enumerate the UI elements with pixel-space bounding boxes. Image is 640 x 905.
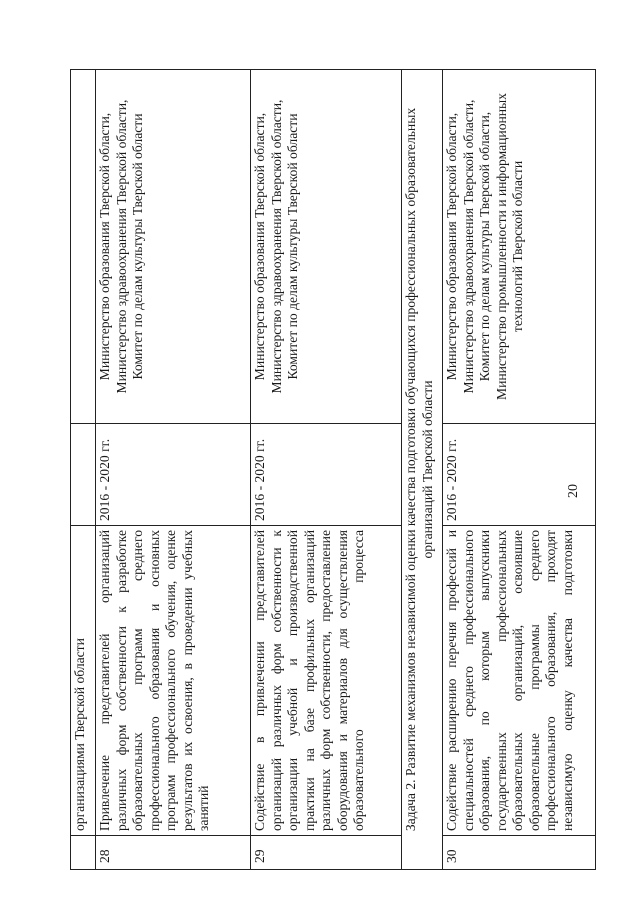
period-cell [71, 424, 96, 526]
period-text: 2016 - 2020 гг. [443, 424, 596, 526]
responsible-line: Комитет по делам культуры Тверской области [285, 113, 300, 380]
responsible-line: Министерство здравоохранения Тверской области, [268, 99, 284, 394]
responsible-line: Министерство образования Тверской области, [444, 112, 459, 381]
table-row [96, 70, 251, 870]
number-cell [71, 836, 96, 870]
responsible-cell [96, 70, 251, 424]
activity-text: Содействие расширению перечня профессий и специальностей среднего профессионального образования, по которым выпускники государственных профессиональных образовательных организаций, освоившие образовательные программы среднего профессионального образования, проходят независимую оценку качества подготовки [443, 526, 596, 836]
responsible-line: Комитет по делам культуры Тверской области [130, 113, 145, 380]
table-row [71, 70, 96, 870]
task-heading-row [402, 70, 443, 870]
period-text: 2016 - 2020 гг. [251, 424, 402, 526]
responsible-cell [251, 70, 402, 424]
row-number: 30 [443, 836, 596, 870]
measures-table [70, 69, 596, 870]
row-number: 28 [96, 836, 251, 870]
activity-cell: организациями Тверской области [71, 526, 96, 836]
task-heading: Задача 2. Развитие механизмов независимой оценки качества подготовки обучающихся профессиональных образовательных организаций Тверской области [402, 70, 443, 870]
document-page [70, 70, 590, 870]
responsible-line: Министерство промышленности и информационных технологий Тверской области [493, 93, 525, 400]
table-row [251, 70, 402, 870]
responsible-line: Министерство образования Тверской области, [97, 112, 112, 381]
activity-text: Содействие в привлечении представителей организаций различных форм собственности к организации учебной и производственной практики на базе профильных организаций различных форм собственности, предоставление оборудования и материалов для осуществления образовательного процесса [251, 526, 402, 836]
responsible-cell [71, 70, 96, 424]
responsible-line: Комитет по делам культуры Тверской области, [477, 111, 492, 382]
period-text: 2016 - 2020 гг. [96, 424, 251, 526]
activity-text: Привлечение представителей организаций различных форм собственности к разработке образовательных программ среднего профессионального образования и основных программ профессионального обучения, оценке результатов их освоения, в проведении учебных занятий [96, 526, 251, 836]
row-number: 29 [251, 836, 402, 870]
responsible-cell [443, 70, 596, 424]
responsible-line: Министерство здравоохранения Тверской области, [113, 99, 129, 394]
responsible-line: Министерство здравоохранения Тверской области, [460, 99, 476, 394]
responsible-line: Министерство образования Тверской области, [252, 112, 267, 381]
page-number: 20 [566, 484, 581, 498]
table-row [443, 70, 596, 870]
